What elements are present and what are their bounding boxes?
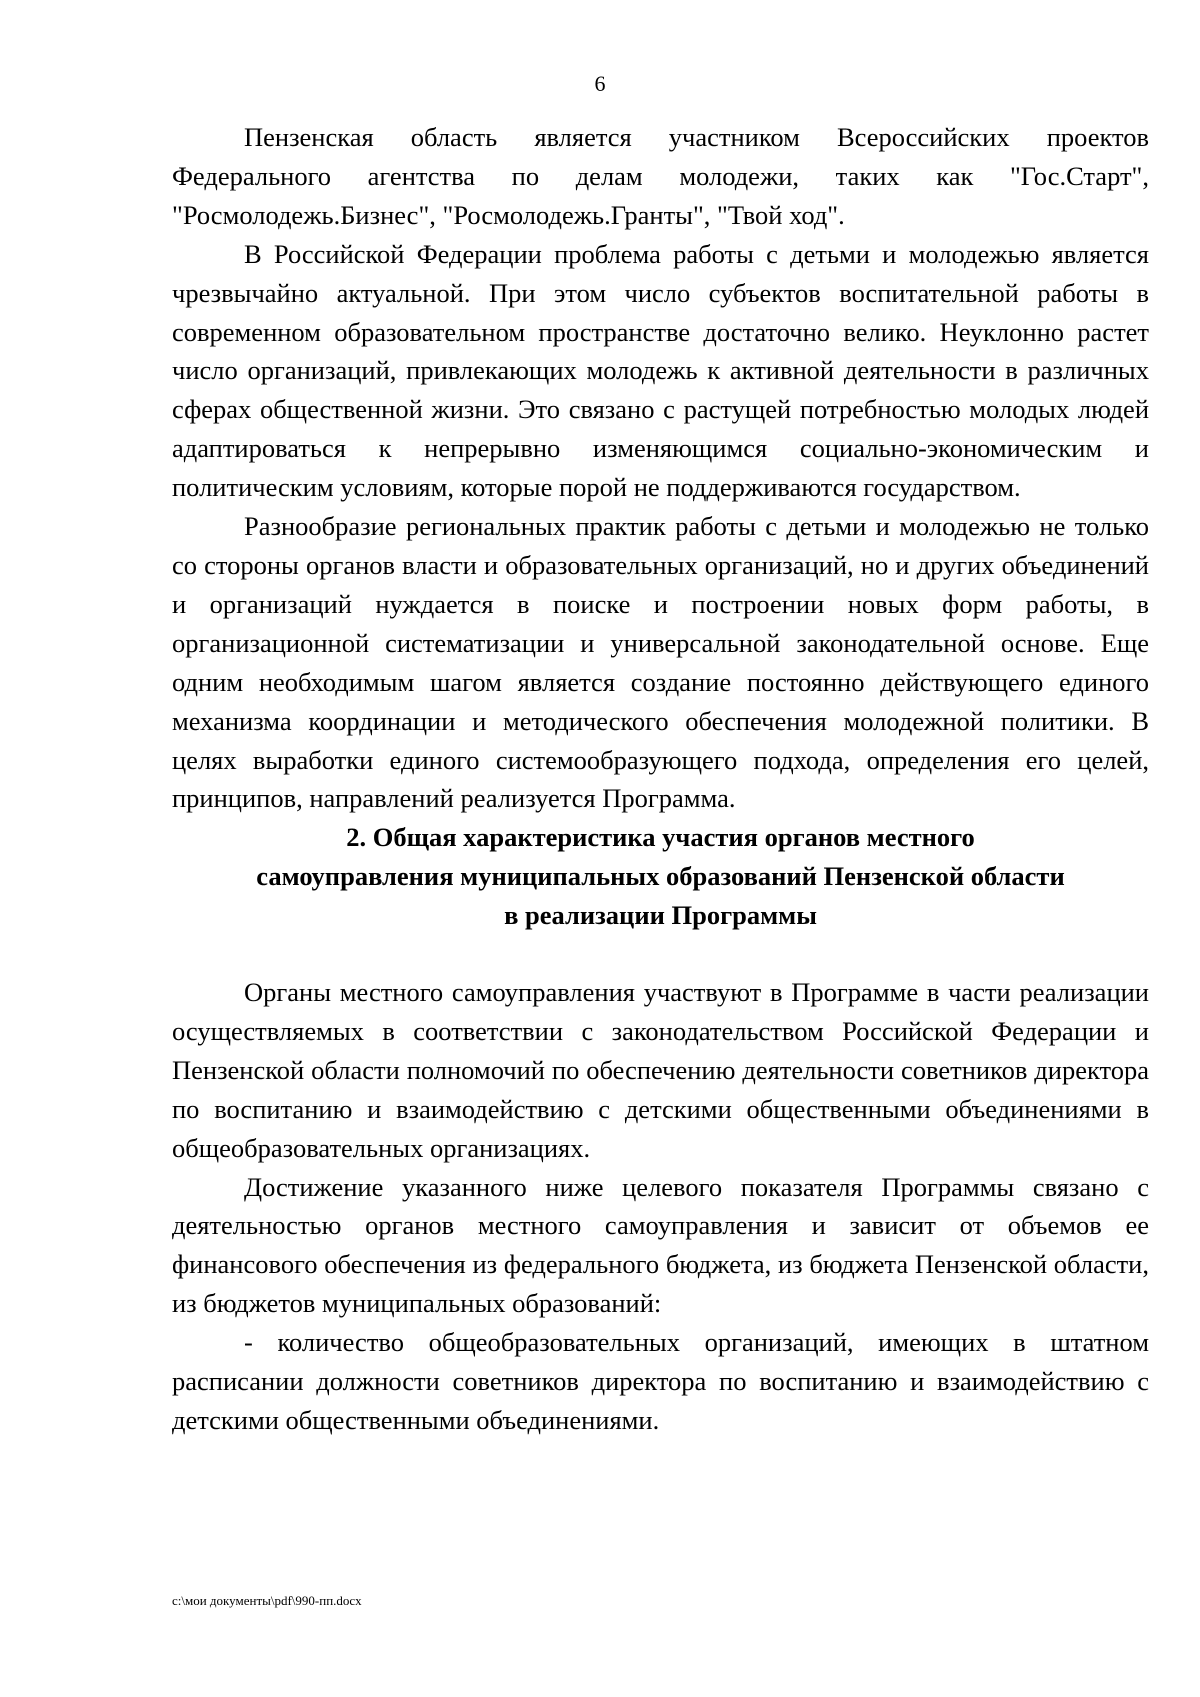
document-body <box>172 118 1149 1440</box>
page-number: 6 <box>594 71 606 96</box>
paragraph-indicator-item: - количество общеобразовательных организаций, имеющих в штатном расписании должности советников директора по воспитанию и взаимодействию с детскими общественными объединениями. <box>172 1327 1149 1435</box>
section-heading <box>172 818 1149 935</box>
paragraph-problem-relevance: В Российской Федерации проблема работы с детьми и молодежью является чрезвычайно актуальной. При этом число субъектов воспитательной работы в современном образовательном пространстве достаточно велико. Неуклонно растет число организаций, привлекающих молодежь к активной деятельности в различных сферах общественной жизни. Это связано с растущей потребностью молодых людей адаптироваться к непрерывно изменяющимся социально-экономическим и политическим условиям, которые порой не поддерживаются государством. <box>172 238 1149 503</box>
paragraph-regional-practices: Разнообразие региональных практик работы с детьми и молодежью не только со стороны органов власти и образовательных организаций, но и других объединений и организаций нуждается в поиске и построении новых форм работы, в организационной систематизации и универсальной законодательной основе. Еще одним необходимым шагом является создание постоянно действующего единого механизма координации и методического обеспечения молодежной политики. В целях выработки единого системообразующего подхода, определения его целей, принципов, направлений реализуется Программа. <box>172 511 1149 814</box>
section-heading-line-3: в реализации Программы <box>504 900 817 931</box>
paragraph-local-government-role: Органы местного самоуправления участвуют в Программе в части реализации осуществляемых в соответствии с законодательством Российской Федерации и Пензенской области полномочий по обеспечению деятельности советников директора по воспитанию и взаимодействию с детскими общественными объединениями в общеобразовательных организациях. <box>172 977 1149 1163</box>
paragraph-participation: Пензенская область является участником Всероссийских проектов Федерального агентства по делам молодежи, таких как "Гос.Старт", "Росмолодежь.Бизнес", "Росмолодежь.Гранты", "Твой ход". <box>172 122 1149 230</box>
paragraph-target-indicator: Достижение указанного ниже целевого показателя Программы связано с деятельностью органов местного самоуправления и зависит от объемов ее финансового обеспечения из федерального бюджета, из бюджета Пензенской области, из бюджетов муниципальных образований: <box>172 1171 1149 1319</box>
section-heading-line-2: самоуправления муниципальных образований Пензенской области <box>256 861 1065 892</box>
section-heading-line-1: 2. Общая характеристика участия органов местного <box>346 822 975 853</box>
footer-file-path: c:\мои документы\pdf\990-пп.docx <box>172 1593 362 1608</box>
